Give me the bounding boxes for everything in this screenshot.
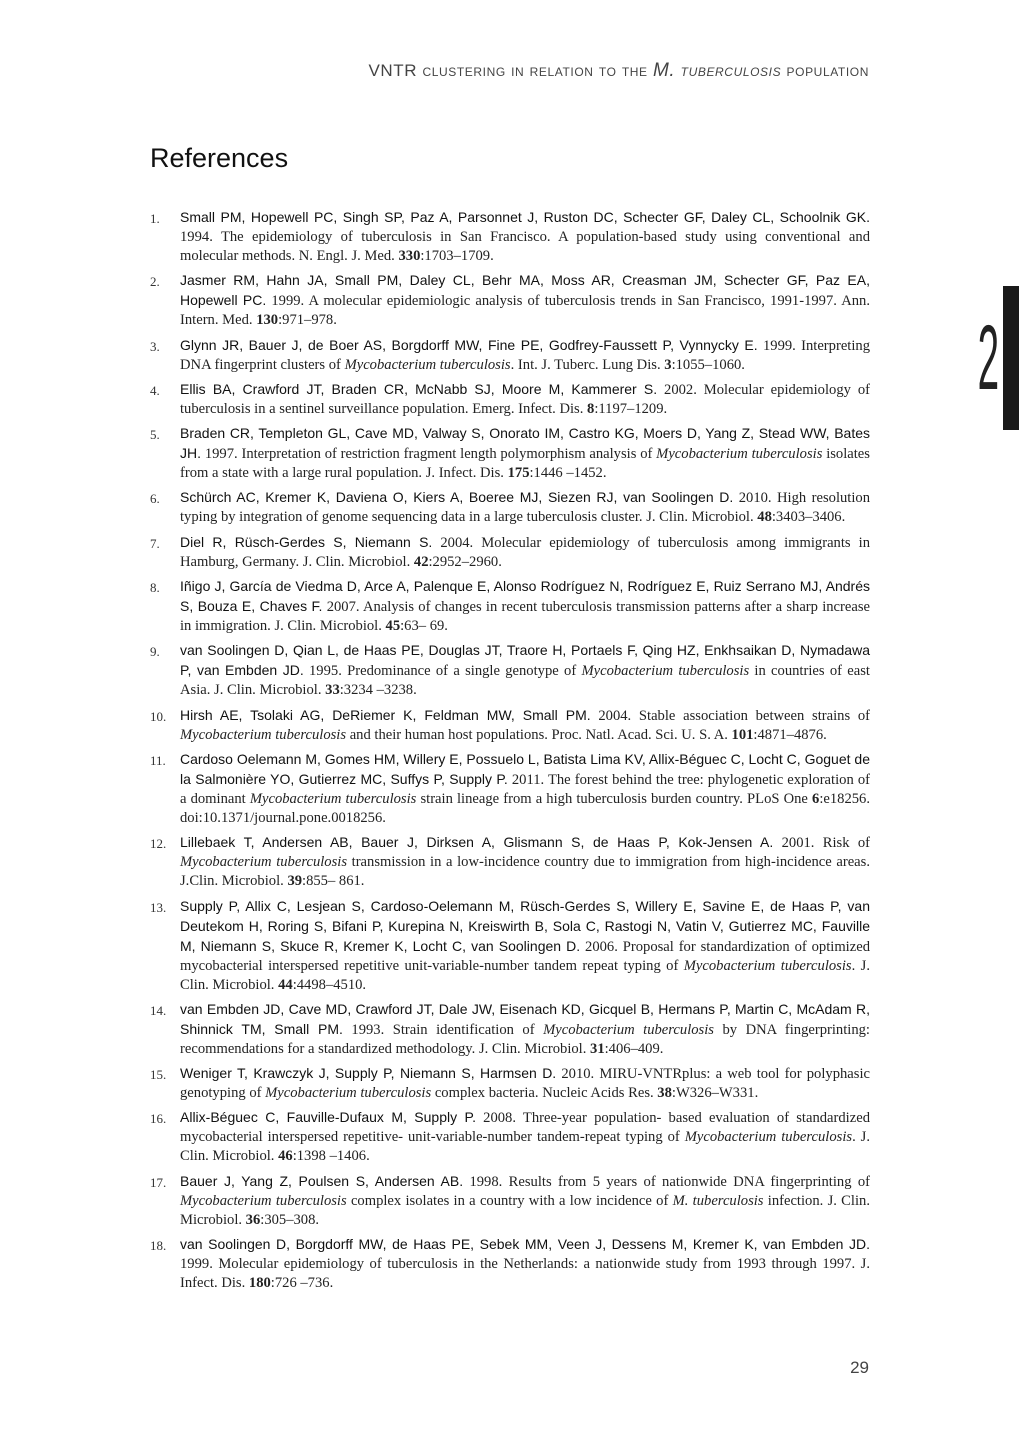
reference-number: 9. — [150, 644, 160, 660]
reference-item — [150, 577, 870, 636]
reference-pages: :971–978. — [278, 312, 337, 329]
reference-item — [150, 533, 870, 572]
reference-species: Mycobacterium tuberculosis — [656, 446, 823, 463]
reference-volume: 42 — [413, 553, 429, 570]
reference-volume: 44 — [278, 976, 293, 993]
reference-item — [150, 488, 870, 527]
reference-volume: 330 — [398, 248, 421, 264]
reference-species: Mycobacterium tuberculosis — [180, 726, 347, 743]
reference-species: Mycobacterium tuberculosis — [344, 356, 511, 373]
reference-number: 1. — [150, 211, 160, 226]
reference-authors: Cardoso Oelemann M, Gomes HM, Willery E, Possuelo L, Batista Lima KV, Allix-Béguec C, Locht C, Goguet de la Salmonière YO, Gutierrez MC, Suffys P, Supply P. — [180, 750, 870, 787]
reference-text: 1999. A molecular epidemiologic analysis of tuberculosis trends in San Francisco, 1991-1997. Ann. Intern. Med. — [180, 293, 870, 329]
reference-species: Mycobacterium tuberculosis — [180, 1192, 347, 1209]
reference-volume: 130 — [256, 312, 279, 329]
reference-volume: 8 — [587, 400, 595, 417]
reference-number: 14. — [150, 1002, 167, 1018]
reference-item — [150, 706, 870, 745]
reference-number: 2. — [150, 274, 160, 290]
reference-number: 6. — [150, 491, 160, 507]
reference-pages: :1446 –1452. — [529, 465, 607, 482]
reference-volume: 3 — [664, 356, 672, 373]
reference-item — [150, 1172, 870, 1230]
reference-authors: Lillebaek T, Andersen AB, Bauer J, Dirksen A, Glismann S, de Haas P, Kok-Jensen A. — [180, 834, 774, 851]
reference-authors: Bauer J, Yang Z, Poulsen S, Andersen AB. — [180, 1172, 464, 1189]
reference-pages: :1703–1709. — [420, 248, 494, 264]
reference-pages: :855– 861. — [302, 873, 365, 890]
page-number: 29 — [850, 1358, 869, 1377]
reference-species: Mycobacterium tuberculosis — [180, 854, 348, 871]
reference-pages: :305–308. — [260, 1211, 320, 1228]
reference-volume: 38 — [657, 1085, 672, 1102]
reference-text: complex isolates in a country with a low incidence of — [346, 1192, 673, 1209]
reference-list — [150, 208, 870, 1298]
reference-volume: 101 — [731, 726, 754, 743]
reference-number: 16. — [150, 1111, 167, 1127]
reference-number: 15. — [150, 1067, 167, 1083]
reference-species: Mycobacterium tuberculosis — [249, 790, 417, 807]
reference-item — [150, 1064, 870, 1103]
reference-authors: Allix-Béguec C, Fauville-Dufaux M, Supply P. — [180, 1109, 476, 1126]
reference-text: 2001. Risk of — [773, 835, 870, 852]
reference-text: 2010. MIRU-VNTRplus: a web tool for polyphasic genotyping of — [180, 1066, 870, 1102]
reference-item — [150, 336, 870, 375]
reference-text: 1993. Strain identification of — [342, 1021, 544, 1038]
reference-item — [150, 208, 870, 266]
reference-item — [150, 1108, 870, 1166]
reference-volume: 39 — [287, 873, 303, 890]
header-clustering: clustering in relation to the — [422, 61, 648, 80]
reference-pages: :4871–4876. — [753, 726, 827, 743]
reference-authors: Small PM, Hopewell PC, Singh SP, Paz A, Parsonnet J, Ruston DC, Schecter GF, Daley CL, Schoolnik GK. — [180, 209, 870, 225]
reference-volume: 180 — [248, 1275, 271, 1292]
reference-text: 2007. Analysis of changes in recent tuberculosis transmission patterns after a sharp increase in immigration. J. Clin. Microbiol. — [180, 599, 870, 635]
reference-pages: :1197–1209. — [594, 400, 668, 417]
reference-number: 3. — [150, 338, 160, 354]
reference-item — [150, 271, 870, 330]
reference-authors: Ellis BA, Crawford JT, Braden CR, McNabb SJ, Moore M, Kammerer S. — [180, 380, 658, 397]
reference-authors: Hirsh AE, Tsolaki AG, DeRiemer K, Feldman MW, Small PM. — [180, 706, 591, 723]
reference-number: 11. — [150, 752, 166, 768]
reference-authors: Glynn JR, Bauer J, de Boer AS, Borgdorff MW, Fine PE, Godfrey-Faussett P, Vynnycky E. — [180, 336, 758, 353]
reference-volume: 175 — [507, 465, 530, 482]
reference-text: 2008. Three-year population- based evaluation of standardized mycobacterial interspersed repetitive- unit-variable-number tandem-repeat typing of — [180, 1110, 870, 1146]
reference-volume: 46 — [278, 1148, 293, 1165]
reference-text: . J. Clin. Microbiol. — [180, 1129, 870, 1165]
reference-pages: :1055–1060. — [671, 356, 745, 373]
reference-text: strain lineage from a high tuberculosis burden country. PLoS One — [416, 790, 813, 807]
reference-text: and their human host populations. Proc. Natl. Acad. Sci. U. S. A. — [346, 726, 732, 743]
reference-text: 2004. Molecular epidemiology of tuberculosis among immigrants in Hamburg, Germany. J. Clin. Microbiol. — [180, 534, 870, 570]
reference-text: 1994. The epidemiology of tuberculosis in San Francisco. A population-based study using conventional and molecular methods. N. Engl. J. Med. — [180, 229, 870, 264]
reference-number: 5. — [150, 427, 160, 443]
reference-text: 1997. Interpretation of restriction fragment length polymorphism analysis of — [201, 446, 657, 463]
reference-authors: van Embden JD, Cave MD, Crawford JT, Dale JW, Eisenach KD, Gicquel B, Hermans P, Martin C, McAdam R, Shinnick TM, Small PM. — [180, 1000, 870, 1037]
reference-item — [150, 1235, 870, 1293]
reference-pages: :406–409. — [604, 1040, 664, 1057]
reference-number: 18. — [150, 1238, 167, 1254]
header-vntr: VNTR — [368, 61, 418, 80]
reference-pages: :4498–4510. — [292, 976, 367, 993]
reference-species: Mycobacterium tuberculosis — [683, 957, 852, 974]
reference-number: 12. — [150, 836, 167, 852]
reference-text: 1999. Interpreting DNA fingerprint clusters of — [180, 337, 870, 373]
reference-volume: 36 — [245, 1211, 261, 1228]
reference-species: Mycobacterium tuberculosis — [684, 1129, 853, 1146]
reference-authors: Iñigo J, García de Viedma D, Arce A, Palenque E, Alonso Rodríguez N, Rodríguez E, Ruiz Serrano MJ, Andrés S, Bouza E, Chaves F. — [180, 578, 870, 615]
running-header — [368, 60, 869, 82]
reference-text: infection. J. Clin. Microbiol. — [180, 1192, 870, 1228]
reference-item — [150, 833, 870, 891]
reference-item — [150, 750, 870, 828]
reference-pages: :e18256. doi:10.1371/journal.pone.0018256. — [180, 790, 870, 826]
reference-pages: :726 –736. — [270, 1275, 334, 1292]
reference-text: by DNA fingerprinting: recommendations for a standardized methodology. J. Clin. Microbiol. — [180, 1021, 870, 1057]
reference-text: 2010. High resolution typing by integration of genome sequencing data in a large tuberculosis cluster. J. Clin. Microbiol. — [180, 490, 870, 526]
reference-text: isolates from a state with a large rural population. J. Infect. Dis. — [180, 446, 870, 482]
reference-species: M. tuberculosis — [672, 1192, 764, 1209]
chapter-number: 2 — [977, 307, 999, 409]
reference-authors: Schürch AC, Kremer K, Daviena O, Kiers A, Boeree MJ, Siezen RJ, van Soolingen D. — [180, 489, 734, 506]
reference-species: Mycobacterium tuberculosis — [581, 663, 750, 680]
reference-authors: van Soolingen D, Borgdorff MW, de Haas PE, Sebek MM, Veen J, Dessens M, Kremer K, van Embden JD. — [180, 1236, 870, 1253]
reference-pages: :W326–W331. — [671, 1085, 759, 1102]
reference-item — [150, 380, 870, 419]
reference-authors: Supply P, Allix C, Lesjean S, Cardoso-Oelemann M, Rüsch-Gerdes S, Willery E, Savine E, de Haas P, van Deutekom H, Roring S, Bifani P, Kurepina N, Kreiswirth B, Sola C, Rastogi N, Vatin V, Gutierrez MC, Fauville M, Niemann S, Skuce R, Kremer K, Locht C, van Soolingen D. — [180, 897, 870, 954]
reference-text: 1995. Predominance of a single genotype of — [303, 663, 582, 680]
reference-number: 13. — [150, 899, 167, 915]
reference-volume: 45 — [385, 618, 401, 635]
reference-volume: 31 — [590, 1040, 605, 1057]
reference-number: 10. — [150, 708, 167, 724]
section-title: References — [150, 143, 289, 173]
reference-text: 2004. Stable association between strains of — [590, 707, 870, 724]
reference-text: . J. Clin. Microbiol. — [180, 957, 870, 993]
reference-text: 2006. Proposal for standardization of optimized mycobacterial interspersed repetitive unit-variable-number tandem repeat typing of — [180, 938, 870, 974]
reference-text: . Int. J. Tuberc. Lung Dis. — [510, 356, 665, 373]
reference-text: 2011. The forest behind the tree: phylogenetic exploration of a dominant — [180, 771, 870, 807]
reference-text: in countries of east Asia. J. Clin. Microbiol. — [180, 663, 870, 699]
reference-item — [150, 897, 870, 995]
chapter-tab-bar — [1003, 286, 1019, 430]
reference-number: 8. — [150, 580, 160, 596]
reference-species: Mycobacterium tuberculosis — [543, 1021, 714, 1038]
reference-authors: van Soolingen D, Qian L, de Haas PE, Douglas JT, Traore H, Portaels F, Qing HZ, Enkhsaikan D, Nymadawa P, van Embden JD. — [180, 642, 870, 679]
reference-item — [150, 424, 870, 483]
reference-text: 1998. Results from 5 years of nationwide DNA fingerprinting of — [463, 1173, 871, 1190]
reference-authors: Braden CR, Templeton GL, Cave MD, Valway S, Onorato IM, Castro KG, Moers D, Yang Z, Stead WW, Bates JH. — [180, 425, 870, 462]
reference-item — [150, 1000, 870, 1059]
reference-species: Mycobacterium tuberculosis — [265, 1085, 432, 1102]
reference-volume: 33 — [325, 682, 340, 699]
header-tb: tuberculosis — [680, 61, 782, 80]
reference-text: complex bacteria. Nucleic Acids Res. — [431, 1085, 658, 1102]
reference-pages: :1398 –1406. — [292, 1148, 370, 1165]
reference-text: transmission in a low-incidence country due to immigration from high-incidence areas. J.Clin. Microbiol. — [180, 854, 870, 890]
header-population: population — [786, 61, 869, 80]
reference-item — [150, 641, 870, 700]
reference-authors: Diel R, Rüsch-Gerdes S, Niemann S. — [180, 533, 433, 550]
reference-number: 17. — [150, 1174, 167, 1190]
reference-text: 2002. Molecular epidemiology of tuberculosis in a sentinel surveillance population. Emerg. Infect. Dis. — [180, 381, 871, 417]
reference-number: 7. — [150, 535, 160, 551]
reference-pages: :3234 –3238. — [339, 682, 417, 699]
reference-pages: :2952–2960. — [428, 553, 502, 570]
reference-volume: 48 — [757, 509, 772, 526]
header-m: M. — [653, 60, 676, 81]
reference-text: 1999. Molecular epidemiology of tuberculosis in the Netherlands: a nationwide study from 1993 through 1997. J. Infect. Dis. — [180, 1256, 870, 1292]
reference-pages: :63– 69. — [400, 618, 448, 635]
reference-volume: 6 — [812, 790, 820, 807]
reference-number: 4. — [150, 382, 160, 398]
reference-authors: Weniger T, Krawczyk J, Supply P, Niemann S, Harmsen D. — [180, 1065, 557, 1082]
reference-pages: :3403–3406. — [771, 509, 846, 526]
reference-authors: Jasmer RM, Hahn JA, Small PM, Daley CL, Behr MA, Moss AR, Creasman JM, Schecter GF, Paz EA, Hopewell PC. — [180, 272, 870, 309]
